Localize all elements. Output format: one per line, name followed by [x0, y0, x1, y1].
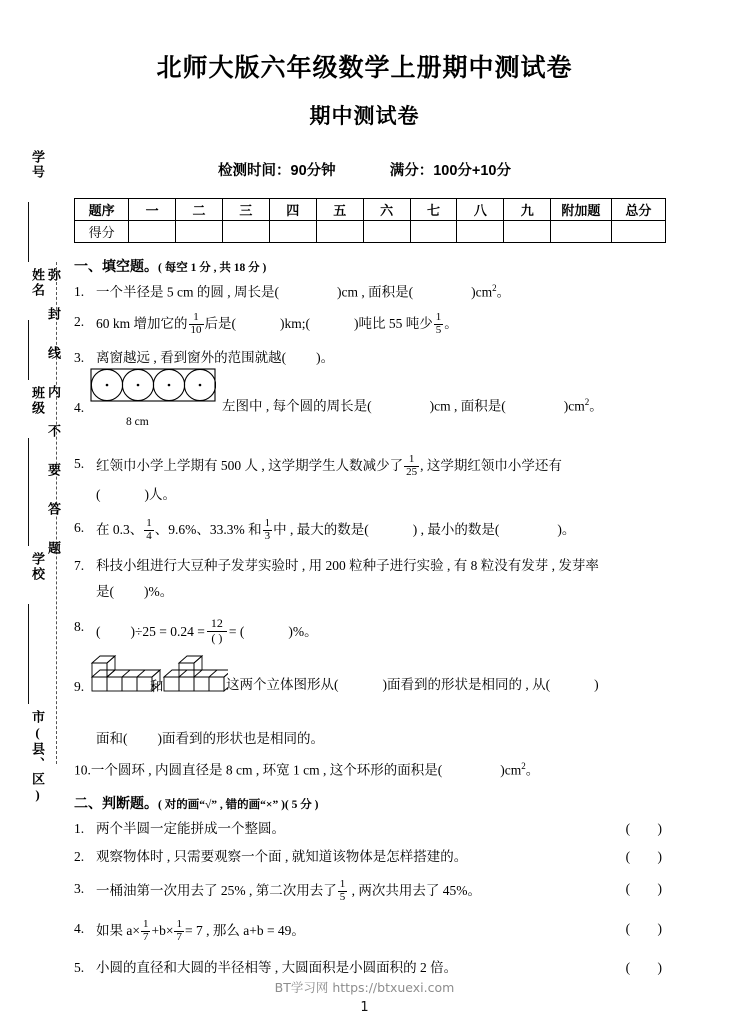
j4-frac2-num: 1 — [176, 918, 182, 931]
score-col-3: 三 — [222, 199, 269, 221]
q8-text-c: = ( — [228, 624, 245, 640]
q5-fraction — [404, 454, 419, 478]
judge-item-1 — [74, 819, 674, 840]
margin-label-student-id: 学号 — [30, 150, 45, 180]
q10-text-a: 一个圆环 , 内圆直径是 8 cm , 环宽 1 cm , 这个环形的面积是( — [90, 762, 443, 778]
score-cell[interactable] — [457, 221, 504, 243]
j4-frac2-den: 7 — [176, 930, 182, 943]
score-col-6: 六 — [363, 199, 410, 221]
score-col-extra: 附加题 — [551, 199, 611, 221]
q4-text-d: 。 — [589, 398, 603, 414]
q5-text-d: )人。 — [144, 486, 176, 502]
j4-frac1-num: 1 — [142, 918, 149, 931]
margin-label-class: 班级 — [30, 386, 45, 416]
j4-text-c: = 7 , 那么 a+b = 49。 — [184, 922, 305, 938]
question-1-3 — [74, 348, 674, 369]
question-1-1 — [74, 282, 674, 303]
judge-item-3 — [74, 879, 674, 903]
j4-text-b: +b× — [151, 922, 174, 938]
q8-frac-num: 12 — [210, 616, 223, 631]
j5-text: 小圆的直径和大圆的半径相等 , 大圆面积是小圆面积的 2 倍。 — [96, 960, 458, 976]
q1-text-b: )cm , 面积是( — [337, 284, 414, 300]
question-1-9-cont — [74, 729, 674, 750]
q3-number: 3. — [74, 349, 85, 365]
score-cell[interactable] — [316, 221, 363, 243]
q1-text-a: 一个半径是 5 cm 的圆 , 周长是( — [96, 284, 279, 300]
q6-frac1-num: 1 — [146, 517, 152, 530]
score-table — [74, 198, 666, 243]
j3-frac-den: 5 — [339, 890, 346, 903]
exam-score-label: 满分：100分+10分 — [389, 163, 511, 179]
q2-frac1-num: 1 — [193, 311, 199, 324]
j3-fraction — [338, 879, 348, 903]
question-1-10 — [74, 760, 674, 781]
margin-rule — [28, 202, 29, 262]
j4-number: 4. — [74, 921, 85, 937]
q3-text-b: )。 — [316, 349, 335, 365]
q1-number: 1. — [74, 284, 85, 299]
q6-text-b: 、9.6%、33.3% 和 — [154, 522, 262, 538]
exam-time-label: 检测时间：90分钟 — [218, 163, 336, 179]
q4-text-c: )cm — [563, 398, 585, 414]
score-col-total: 总分 — [611, 199, 665, 221]
score-cell[interactable] — [410, 221, 457, 243]
score-cell[interactable] — [269, 221, 316, 243]
q6-text-e: )。 — [557, 522, 576, 538]
score-col-4: 四 — [269, 199, 316, 221]
q6-frac1-den: 4 — [146, 530, 152, 542]
exam-meta — [0, 159, 729, 180]
score-cell[interactable] — [504, 221, 551, 243]
q1-sup: 2 — [492, 283, 497, 293]
q8-fraction — [207, 617, 227, 644]
score-cell[interactable] — [611, 221, 665, 243]
score-cell[interactable] — [129, 221, 176, 243]
seal-line-column — [44, 268, 70, 758]
q8-text-a: ( — [96, 624, 101, 640]
q4-figure-caption: 8 cm — [126, 416, 149, 429]
q9-text-c: ) — [594, 676, 599, 692]
j3-text-a: 一桶油第一次用去了 25% , 第二次用去了 — [96, 882, 337, 898]
j2-text: 观察物体时 , 只需要观察一个面 , 就知道该物体是怎样搭建的。 — [96, 849, 468, 865]
q9-text-a: 这两个立体图形从( — [226, 676, 339, 692]
judge-item-4 — [74, 919, 674, 943]
q6-text-c: 中 , 最大的数是( — [273, 522, 369, 538]
question-1-6 — [74, 518, 674, 542]
j1-number: 1. — [74, 821, 85, 837]
j2-answer-bracket[interactable]: ( ) — [625, 849, 674, 865]
q2-fraction-1 — [189, 312, 204, 336]
j5-answer-bracket[interactable]: ( ) — [625, 960, 674, 976]
score-table-row-label: 题序 — [75, 199, 129, 221]
j4-answer-bracket[interactable]: ( ) — [625, 921, 674, 937]
q6-fraction-1 — [144, 518, 154, 542]
j1-answer-bracket[interactable]: ( ) — [625, 821, 674, 837]
q10-text-b: )cm — [500, 762, 522, 778]
q8-text-d: )%。 — [288, 624, 318, 640]
q5-number: 5. — [74, 456, 85, 472]
j3-answer-bracket[interactable]: ( ) — [625, 880, 674, 896]
j2-number: 2. — [74, 849, 85, 865]
table-row-scores — [75, 221, 666, 243]
q6-text-a: 在 0.3、 — [96, 522, 144, 538]
q7-text-a: 科技小组进行大豆种子发芽实验时 , 用 200 粒种子进行实验 , 有 8 粒没有发芽 , 发芽率 — [96, 557, 599, 573]
q6-text-d: ) , 最小的数是( — [412, 522, 500, 538]
q6-frac2-den: 3 — [264, 530, 271, 542]
margin-rule — [28, 438, 29, 546]
q2-number: 2. — [74, 314, 85, 330]
q1-text-c: )cm — [471, 284, 493, 300]
q9-text-d: 面和( — [96, 730, 128, 746]
q4-sup: 2 — [584, 397, 590, 408]
q2-frac2-num: 1 — [435, 311, 442, 324]
q4-text-a: 左图中 , 每个圆的周长是( — [222, 398, 372, 414]
q6-number: 6. — [74, 520, 85, 536]
q4-text-b: )cm , 面积是( — [429, 398, 506, 414]
score-cell[interactable] — [363, 221, 410, 243]
judge-item-5 — [74, 958, 674, 979]
four-circles-figure — [90, 368, 216, 409]
q10-sup: 2 — [521, 760, 526, 771]
j3-text-b: , 两次共用去了 45%。 — [348, 882, 481, 898]
margin-label-school: 学校 — [30, 552, 45, 582]
question-1-9 — [74, 665, 674, 715]
score-col-8: 八 — [457, 199, 504, 221]
judge-item-2 — [74, 847, 674, 868]
margin-rule — [28, 604, 29, 704]
exam-content — [74, 256, 674, 985]
question-1-8 — [74, 617, 674, 644]
j3-frac-num: 1 — [339, 877, 346, 890]
question-1-2 — [74, 312, 674, 336]
q2-text-d: )吨比 55 吨少 — [354, 316, 433, 332]
q2-frac1-den: 10 — [190, 323, 202, 336]
score-table-row-label-2: 得分 — [75, 221, 129, 243]
q8-number: 8. — [74, 619, 85, 635]
table-row-header — [75, 199, 666, 221]
q5-text-c: ( — [96, 486, 101, 502]
q9-text-e: )面看到的形状也是相同的。 — [157, 730, 324, 746]
section-1-note: ( 每空 1 分 , 共 18 分 ) — [158, 262, 267, 274]
q7-number: 7. — [74, 557, 85, 573]
score-cell[interactable] — [176, 221, 223, 243]
q10-number: 10. — [74, 762, 91, 778]
section-1-heading — [74, 256, 674, 276]
margin-label-city: 市(县、区) — [30, 710, 45, 804]
margin-label-name: 姓名 — [30, 268, 45, 298]
q1-text-d: 。 — [496, 284, 511, 300]
q9-number: 9. — [74, 678, 85, 694]
q5-frac-num: 1 — [408, 453, 415, 466]
seal-line-text: 弥封线内不要答题 — [46, 268, 61, 580]
score-col-9: 九 — [504, 199, 551, 221]
margin-rule — [28, 320, 29, 380]
section-1-title: 一、填空题。 — [74, 260, 158, 275]
score-col-7: 七 — [410, 199, 457, 221]
score-col-5: 五 — [316, 199, 363, 221]
q5-frac-den: 25 — [406, 465, 418, 478]
q6-frac2-num: 1 — [264, 517, 271, 530]
q2-text-e: 。 — [444, 316, 458, 332]
score-cell[interactable] — [222, 221, 269, 243]
q2-text-b: 后是( — [204, 316, 237, 332]
j5-number: 5. — [74, 960, 85, 976]
score-col-1: 一 — [129, 199, 176, 221]
question-1-4 — [74, 384, 674, 432]
q3-text-a: 离窗越远 , 看到窗外的范围就越( — [96, 349, 287, 365]
q7-text-b: 是( — [96, 584, 114, 600]
q9-conjunction: 和 — [150, 678, 164, 694]
question-1-7-cont — [74, 582, 674, 603]
score-col-2: 二 — [176, 199, 223, 221]
q4-number: 4. — [74, 400, 85, 416]
q2-frac2-den: 5 — [435, 323, 442, 336]
q2-text-c: )km;( — [280, 316, 311, 332]
q5-text-b: , 这学期红领巾小学还有 — [420, 458, 562, 474]
q7-text-c: )%。 — [144, 584, 174, 600]
j1-text: 两个半圆一定能拼成一个整圆。 — [96, 821, 285, 837]
j4-fraction-1 — [141, 919, 151, 943]
page-number: 1 — [360, 1000, 369, 1015]
question-1-7 — [74, 556, 674, 577]
q8-frac-den[interactable]: ( ) — [207, 631, 227, 645]
j3-number: 3. — [74, 880, 85, 896]
q2-text-a: 60 km 增加它的 — [96, 316, 188, 332]
j4-text-a: 如果 a× — [96, 922, 140, 938]
q10-text-c: 。 — [525, 762, 540, 778]
j4-fraction-2 — [174, 919, 184, 943]
page-title: 北师大版六年级数学上册期中测试卷 — [156, 54, 573, 82]
q8-text-b: )÷25 = 0.24 = — [130, 624, 205, 640]
section-2-note: ( 对的画“√” , 错的画“×” )( 5 分 ) — [158, 799, 319, 812]
page-subtitle: 期中测试卷 — [309, 105, 420, 128]
j4-frac1-den: 7 — [142, 930, 149, 943]
site-watermark: BT学习网 https://btxuexi.com — [274, 980, 455, 995]
question-1-5-cont — [74, 485, 674, 506]
margin-outer-column — [14, 150, 44, 990]
section-2-title: 二、判断题。 — [74, 797, 158, 813]
section-2-heading — [74, 793, 674, 813]
question-1-5 — [74, 454, 674, 478]
q6-fraction-2 — [263, 518, 273, 542]
score-cell[interactable] — [551, 221, 611, 243]
q2-fraction-2 — [434, 312, 444, 336]
q5-text-a: 红领巾小学上学期有 500 人 , 这学期学生人数减少了 — [96, 458, 404, 474]
q9-text-b: )面看到的形状是相同的 , 从( — [382, 676, 551, 692]
